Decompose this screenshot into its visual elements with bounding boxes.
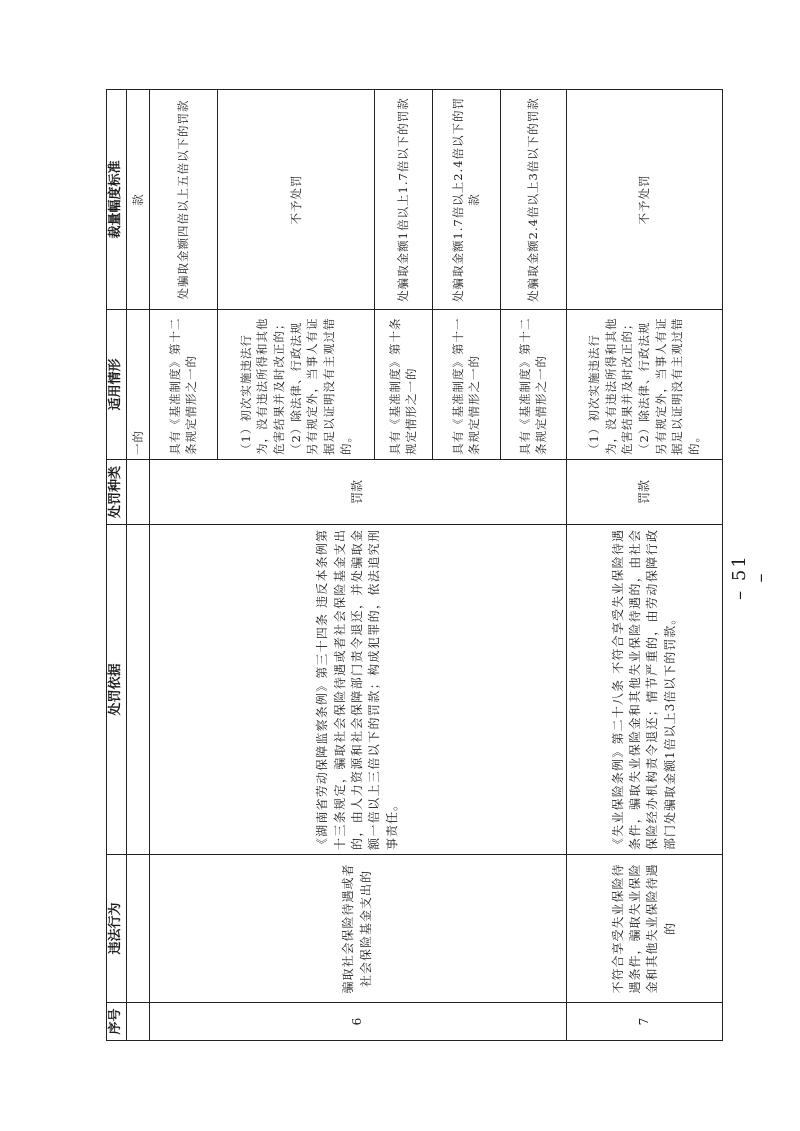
header-standard: 裁量幅度标准 — [107, 90, 127, 310]
table-header-row — [107, 90, 127, 1041]
header-number: 序号 — [107, 1003, 127, 1041]
illegal-act: 不符合享受失业保险待遇条件，骗取失业保险金和其他失业保险待遇的 — [566, 855, 722, 1003]
page-number: – 51 – — [729, 554, 771, 600]
illegal-act: 骗取社会保险待遇或者社会保险基金支出的 — [149, 855, 566, 1003]
applicable-situation: （1）初次实施违法行为，没有违法所得和其他危害结果并及时改正的； （2）除法律、行政法规另有规定外，当事人有证据足以证明没有主观过错的。 — [217, 310, 374, 460]
applicable-situation: 具有《基准制度》第十一条规定情形之一的 — [432, 310, 500, 460]
continuation-situation: 一的 — [126, 310, 149, 460]
applicable-situation: 具有《基准制度》第十条规定情形之一的 — [375, 310, 432, 460]
discretion-standard: 不予处罚 — [217, 90, 374, 310]
penalty-kind: 罚款 — [149, 460, 566, 525]
continuation-standard: 款 — [126, 90, 149, 310]
continuation-row — [126, 90, 149, 1041]
header-kind: 处罚种类 — [107, 460, 127, 525]
applicable-situation: （1）初次实施违法行为，没有违法所得和其他危害结果并及时改正的； （2）除法律、行政法规另有规定外，当事人有证据足以证明没有主观过错的。 — [566, 310, 722, 460]
row-number: 7 — [566, 1003, 722, 1041]
rotated-table-sheet — [106, 90, 723, 1041]
penalty-standard-table — [106, 89, 723, 1041]
discretion-standard: 处骗取金额2.4倍以上3倍以下的罚款 — [500, 90, 566, 310]
table-row — [149, 90, 217, 1041]
discretion-standard: 处骗取金额四倍以上五倍以下的罚款 — [149, 90, 217, 310]
applicable-situation: 具有《基准制度》第十二条规定情形之一的 — [149, 310, 217, 460]
header-basis: 处罚依据 — [107, 525, 127, 855]
header-situation: 适用情形 — [107, 310, 127, 460]
penalty-basis: 《湖南省劳动保障监察条例》第三十四条 违反本条例第十三条规定，骗取社会保险待遇或者社会保险基金支出的，由人力资源和社会保障部门责令退还，并处骗取金额一倍以上三倍以下的罚款；构成犯罪的，依法追究刑事责任。 — [149, 525, 566, 855]
discretion-standard: 不予处罚 — [566, 90, 722, 310]
applicable-situation: 具有《基准制度》第十二条规定情形之一的 — [500, 310, 566, 460]
table-row — [566, 90, 722, 1041]
discretion-standard: 处骗取金额1.7倍以上2.4倍以下的罚款 — [432, 90, 500, 310]
header-act: 违法行为 — [107, 855, 127, 1003]
discretion-standard: 处骗取金额1倍以上1.7倍以下的罚款 — [375, 90, 432, 310]
row-number: 6 — [149, 1003, 566, 1041]
penalty-basis: 《失业保险条例》第二十八条 不符合享受失业保险待遇条件，骗取失业保险金和其他失业保险待遇的，由社会保险经办机构责令退还；情节严重的，由劳动保障行政部门处骗取金额1倍以上3倍以下的罚款。 — [566, 525, 722, 855]
penalty-kind: 罚款 — [566, 460, 722, 525]
